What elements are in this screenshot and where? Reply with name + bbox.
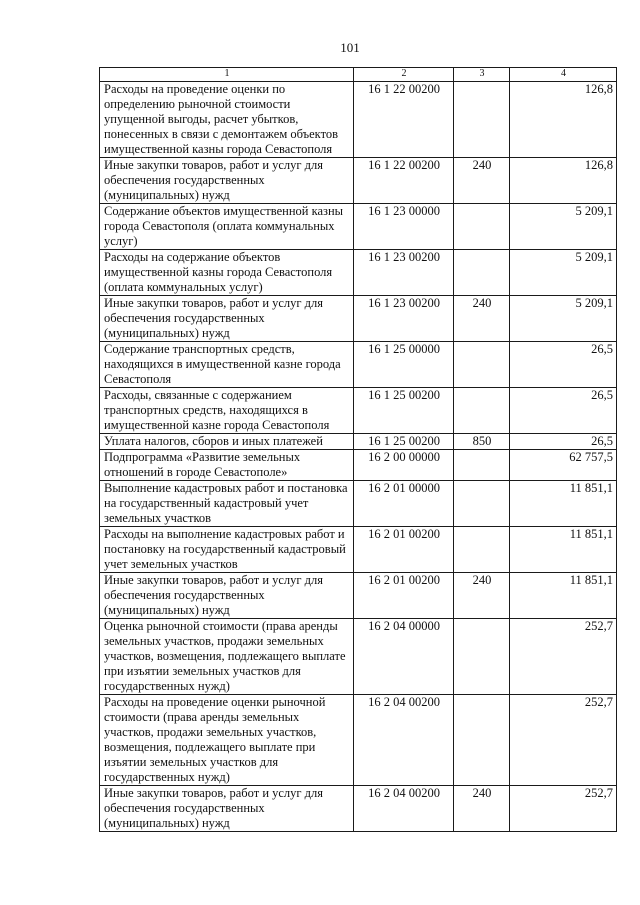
row-code-cell: 16 1 25 00000	[354, 342, 454, 388]
row-name-cell: Расходы на выполнение кадастровых работ и постановку на государственный кадастровый учет земельных участков	[100, 527, 354, 573]
row-name-cell: Расходы, связанные с содержанием транспортных средств, находящихся в имущественной казне города Севастополя	[100, 388, 354, 434]
row-code-cell: 16 1 25 00200	[354, 434, 454, 450]
row-name-cell: Оценка рыночной стоимости (права аренды земельных участков, продажи земельных участков, возмещения, подлежащего выплате при изъятии земельных участков для государственных нужд)	[100, 619, 354, 695]
row-name-cell: Выполнение кадастровых работ и постановка на государственный кадастровый учет земельных участков	[100, 481, 354, 527]
row-name-cell: Содержание объектов имущественной казны города Севастополя (оплата коммунальных услуг)	[100, 204, 354, 250]
table-row	[100, 388, 617, 434]
row-type-cell	[454, 527, 510, 573]
table-row	[100, 342, 617, 388]
row-type-cell: 240	[454, 786, 510, 832]
table-row	[100, 695, 617, 786]
row-name-cell: Содержание транспортных средств, находящихся в имущественной казне города Севастополя	[100, 342, 354, 388]
row-type-cell	[454, 204, 510, 250]
row-name-cell: Расходы на проведение оценки рыночной стоимости (права аренды земельных участков, продажи земельных участков, возмещения, подлежащего выплате при изъятии земельных участков для государственных нужд)	[100, 695, 354, 786]
row-type-cell	[454, 342, 510, 388]
table-row	[100, 296, 617, 342]
row-type-cell: 240	[454, 158, 510, 204]
row-name-cell: Уплата налогов, сборов и иных платежей	[100, 434, 354, 450]
row-amount-cell: 126,8	[510, 158, 617, 204]
row-code-cell: 16 2 00 00000	[354, 450, 454, 481]
row-code-cell: 16 2 04 00200	[354, 695, 454, 786]
row-amount-cell: 252,7	[510, 786, 617, 832]
row-type-cell	[454, 250, 510, 296]
row-amount-cell: 11 851,1	[510, 527, 617, 573]
row-code-cell: 16 1 23 00200	[354, 250, 454, 296]
row-code-cell: 16 2 04 00000	[354, 619, 454, 695]
row-type-cell: 240	[454, 573, 510, 619]
row-type-cell	[454, 695, 510, 786]
row-amount-cell: 5 209,1	[510, 296, 617, 342]
row-amount-cell: 62 757,5	[510, 450, 617, 481]
row-amount-cell: 26,5	[510, 434, 617, 450]
row-code-cell: 16 1 23 00200	[354, 296, 454, 342]
table-row	[100, 573, 617, 619]
row-type-cell: 240	[454, 296, 510, 342]
row-name-cell: Иные закупки товаров, работ и услуг для обеспечения государственных (муниципальных) нужд	[100, 296, 354, 342]
table-row	[100, 619, 617, 695]
table-row	[100, 786, 617, 832]
row-amount-cell: 252,7	[510, 695, 617, 786]
column-header-code: 2	[354, 68, 454, 82]
row-code-cell: 16 2 01 00200	[354, 573, 454, 619]
table-row	[100, 82, 617, 158]
row-type-cell	[454, 450, 510, 481]
row-type-cell	[454, 82, 510, 158]
row-name-cell: Иные закупки товаров, работ и услуг для обеспечения государственных (муниципальных) нужд	[100, 786, 354, 832]
budget-table	[99, 67, 617, 832]
row-code-cell: 16 1 22 00200	[354, 82, 454, 158]
table-row	[100, 434, 617, 450]
column-header-type: 3	[454, 68, 510, 82]
row-code-cell: 16 1 22 00200	[354, 158, 454, 204]
row-type-cell	[454, 619, 510, 695]
row-type-cell	[454, 388, 510, 434]
row-type-cell	[454, 481, 510, 527]
table-row	[100, 527, 617, 573]
row-code-cell: 16 2 04 00200	[354, 786, 454, 832]
column-header-amount: 4	[510, 68, 617, 82]
row-amount-cell: 26,5	[510, 388, 617, 434]
row-amount-cell: 11 851,1	[510, 573, 617, 619]
row-code-cell: 16 1 23 00000	[354, 204, 454, 250]
row-amount-cell: 26,5	[510, 342, 617, 388]
table-body	[100, 82, 617, 832]
page-number: 101	[340, 40, 360, 55]
row-name-cell: Иные закупки товаров, работ и услуг для обеспечения государственных (муниципальных) нужд	[100, 573, 354, 619]
row-amount-cell: 126,8	[510, 82, 617, 158]
column-header-name: 1	[100, 68, 354, 82]
table-row	[100, 204, 617, 250]
row-type-cell: 850	[454, 434, 510, 450]
table-row	[100, 158, 617, 204]
row-code-cell: 16 1 25 00200	[354, 388, 454, 434]
row-amount-cell: 5 209,1	[510, 204, 617, 250]
table-row	[100, 250, 617, 296]
row-name-cell: Расходы на содержание объектов имущественной казны города Севастополя (оплата коммунальных услуг)	[100, 250, 354, 296]
row-name-cell: Расходы на проведение оценки по определению рыночной стоимости упущенной выгоды, расчет убытков, понесенных в связи с демонтажем объектов имущественной казны города Севастополя	[100, 82, 354, 158]
row-code-cell: 16 2 01 00000	[354, 481, 454, 527]
row-amount-cell: 5 209,1	[510, 250, 617, 296]
table-row	[100, 481, 617, 527]
row-name-cell: Подпрограмма «Развитие земельных отношений в городе Севастополе»	[100, 450, 354, 481]
row-code-cell: 16 2 01 00200	[354, 527, 454, 573]
row-amount-cell: 11 851,1	[510, 481, 617, 527]
row-amount-cell: 252,7	[510, 619, 617, 695]
table-header-row	[100, 68, 617, 82]
row-name-cell: Иные закупки товаров, работ и услуг для обеспечения государственных (муниципальных) нужд	[100, 158, 354, 204]
table-row	[100, 450, 617, 481]
